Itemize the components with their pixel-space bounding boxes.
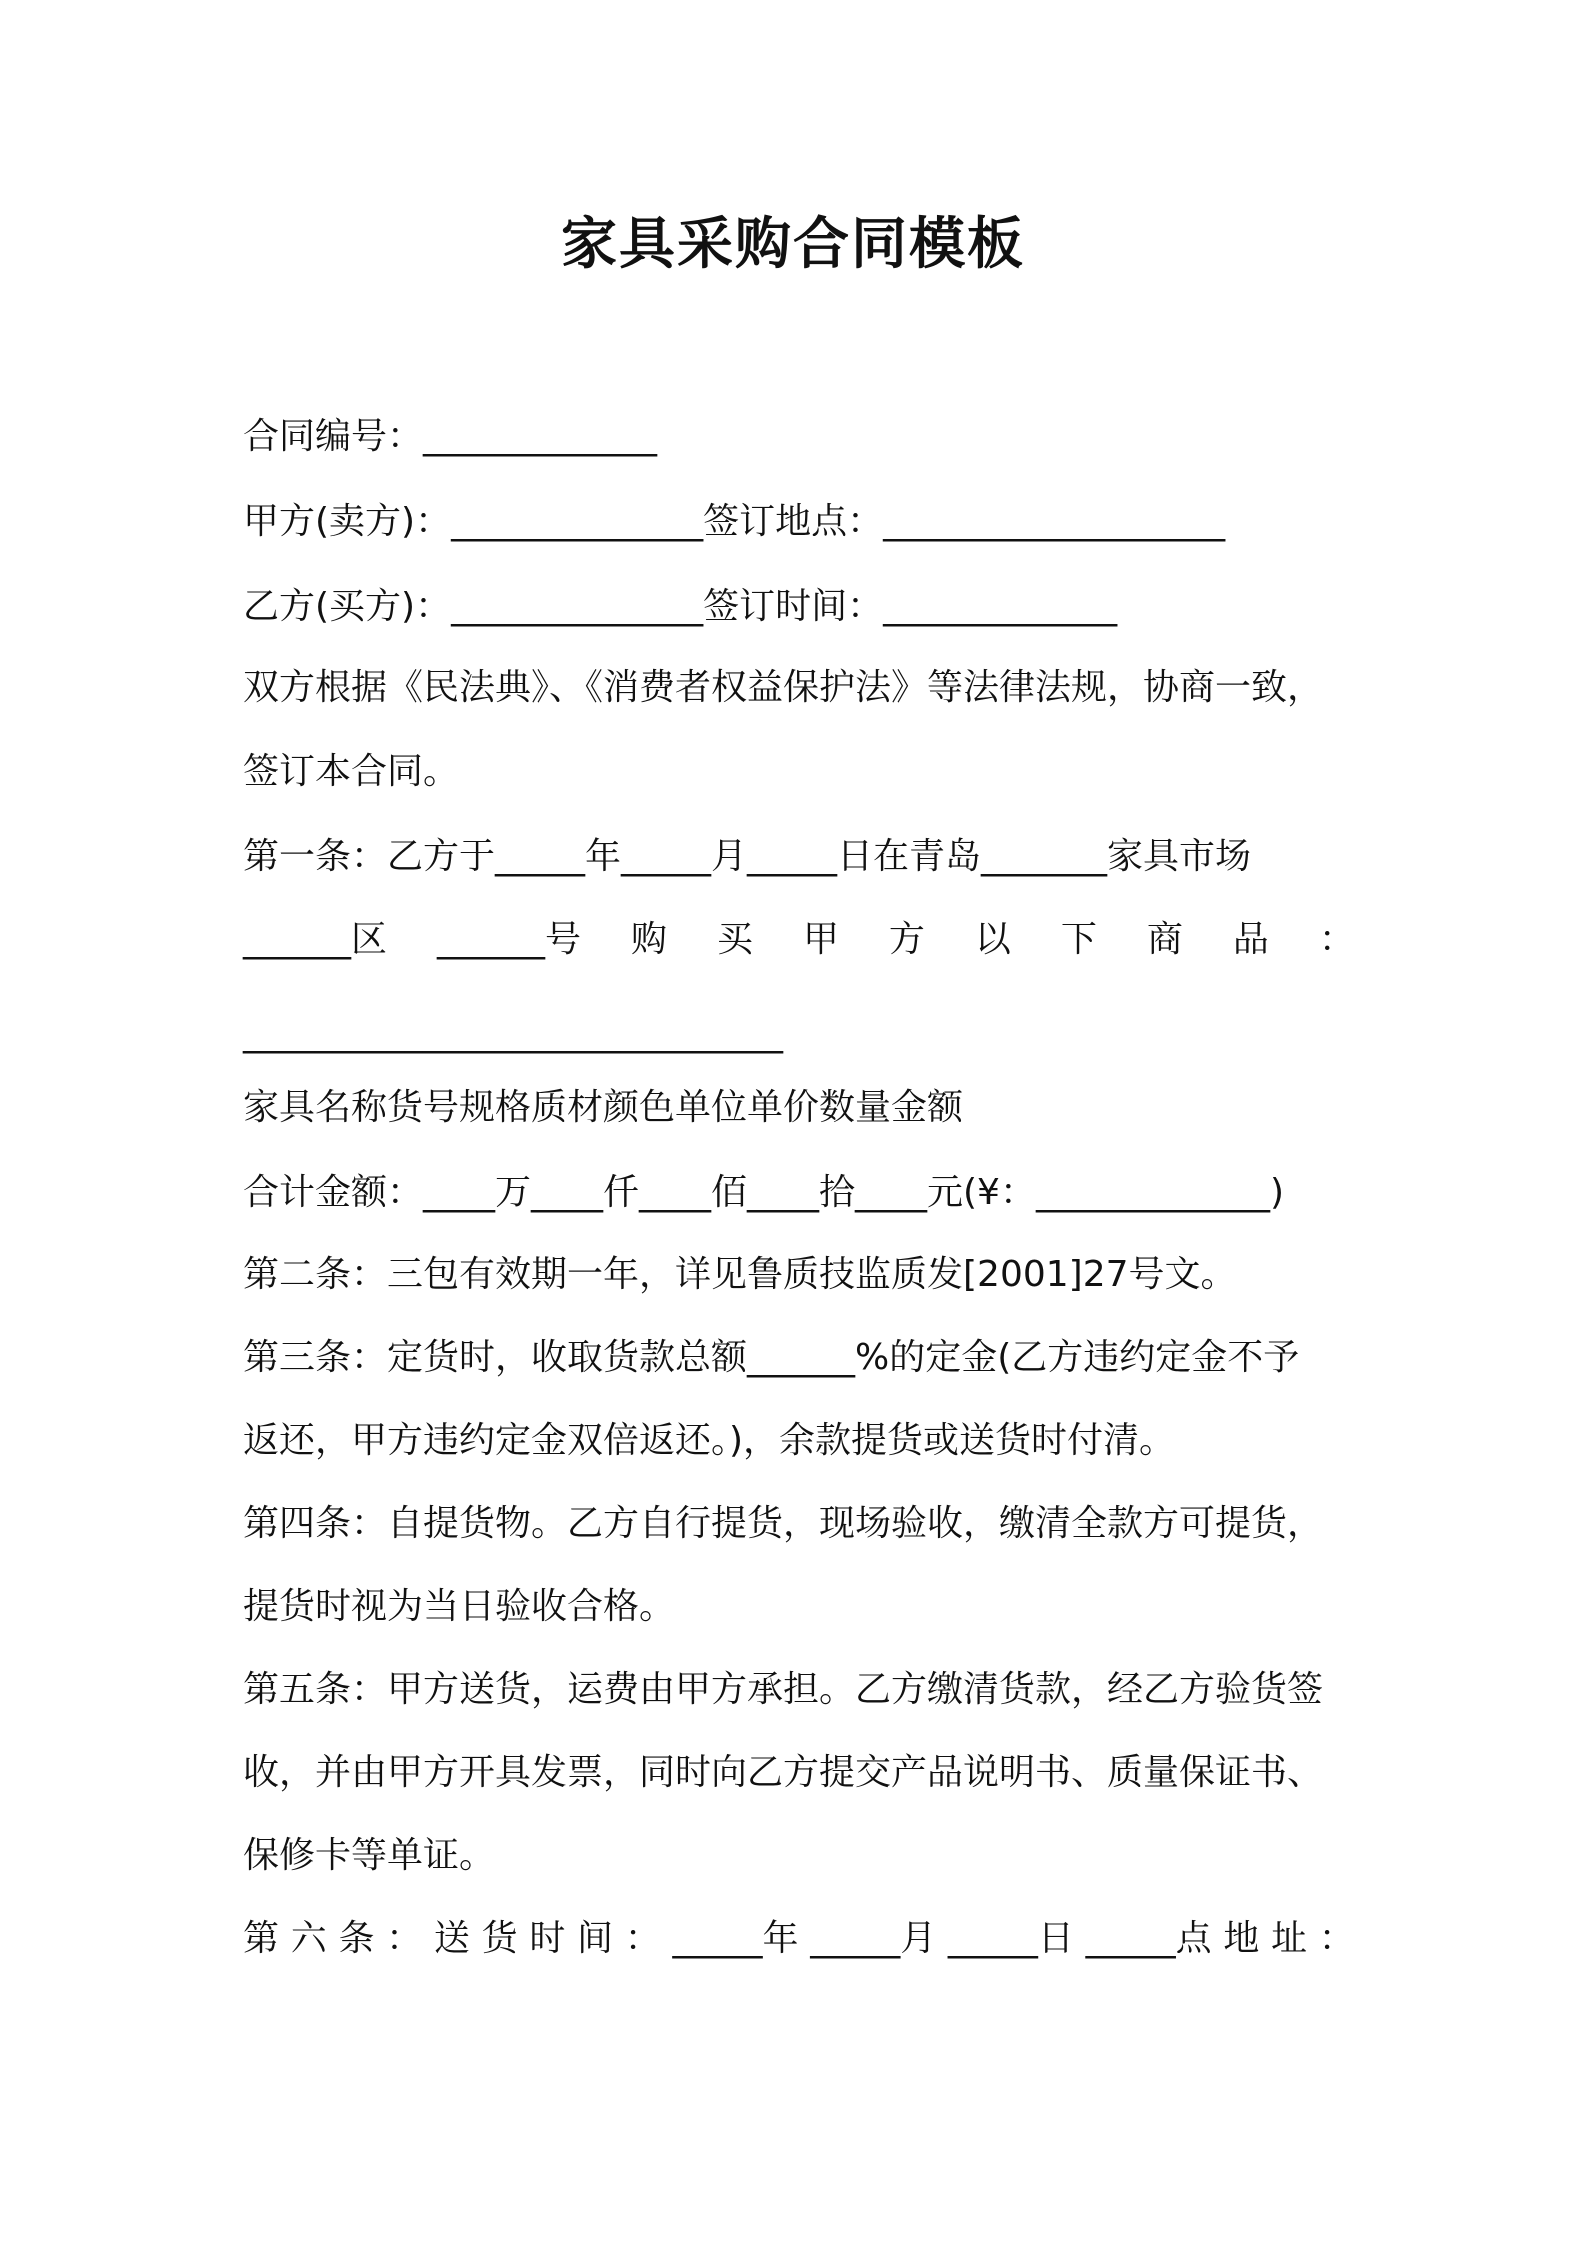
spread-token: ______区 — [243, 919, 388, 960]
spread-token: ： — [386, 1918, 423, 1959]
spread-token: 地 — [1223, 1918, 1260, 1959]
preamble-line-1: 双方根据《民法典》、《消费者权益保护法》等法律法规，协商一致， — [243, 667, 1324, 708]
party-a-line: 甲方(卖方)：______________签订地点：___________________ — [243, 501, 1226, 542]
document-title: 家具采购合同模板 — [561, 212, 1025, 277]
spread-token: 时 — [529, 1918, 566, 1959]
goods-table-header: 家具名称货号规格质材颜色单位单价数量金额 — [243, 1087, 964, 1128]
article-5-line-1: 第五条：甲方送货，运费由甲方承担。乙方缴清货款，经乙方验货签 — [243, 1669, 1324, 1710]
article-3-line-1: 第三条：定货时，收取货款总额______%的定金(乙方违约定金不予 — [243, 1337, 1300, 1378]
spread-token: _____点 — [1085, 1918, 1212, 1959]
goods-blank-line: ______________________________ — [243, 1013, 783, 1054]
spread-token: 买 — [716, 919, 753, 960]
spread-token: 六 — [290, 1918, 327, 1959]
article-5-line-3: 保修卡等单证。 — [243, 1835, 496, 1876]
article-4-line-2: 提货时视为当日验收合格。 — [243, 1586, 676, 1627]
spread-token: 条 — [338, 1918, 375, 1959]
spread-token: 方 — [888, 919, 925, 960]
article-1-line-1: 第一条：乙方于_____年_____月_____日在青岛_______家具市场 — [243, 836, 1252, 877]
spread-token: 品 — [1232, 919, 1269, 960]
spread-token: 第 — [243, 1918, 280, 1959]
article-4-line-1: 第四条：自提货物。乙方自行提货，现场验收，缴清全款方可提货， — [243, 1503, 1324, 1544]
article-3-line-2: 返还，甲方违约定金双倍返还。)，余款提货或送货时付清。 — [243, 1420, 1176, 1461]
article-6-line-1 — [243, 1909, 1355, 1969]
article-2-line: 第二条：三包有效期一年，详见鲁质技监质发[2001]27号文。 — [243, 1254, 1237, 1295]
spread-token: 商 — [1146, 919, 1183, 960]
party-b-line: 乙方(买方)：______________签订时间：_____________ — [243, 586, 1118, 627]
spread-token: 以 — [974, 919, 1011, 960]
spread-token: ： — [1318, 1918, 1355, 1959]
spread-token: ： — [624, 1918, 661, 1959]
spread-token: _____日 — [947, 1918, 1074, 1959]
spread-token: 址 — [1271, 1918, 1308, 1959]
article-1-line-2 — [243, 910, 1355, 970]
spread-token: 送 — [433, 1918, 470, 1959]
spread-token: ： — [1318, 919, 1355, 960]
preamble-line-2: 签订本合同。 — [243, 751, 460, 792]
spread-token: ______号 — [436, 919, 581, 960]
spread-token: 下 — [1060, 919, 1097, 960]
article-5-line-2: 收，并由甲方开具发票，同时向乙方提交产品说明书、质量保证书、 — [243, 1752, 1324, 1793]
spread-token: 货 — [481, 1918, 518, 1959]
spread-token: _____月 — [810, 1918, 937, 1959]
spread-token: 甲 — [802, 919, 839, 960]
spread-token: 购 — [630, 919, 667, 960]
total-amount-line: 合计金额：____万____仟____佰____拾____元(¥：_____________) — [243, 1172, 1284, 1213]
spread-token: _____年 — [672, 1918, 799, 1959]
contract-number-line: 合同编号：_____________ — [243, 416, 658, 457]
spread-token: 间 — [577, 1918, 614, 1959]
